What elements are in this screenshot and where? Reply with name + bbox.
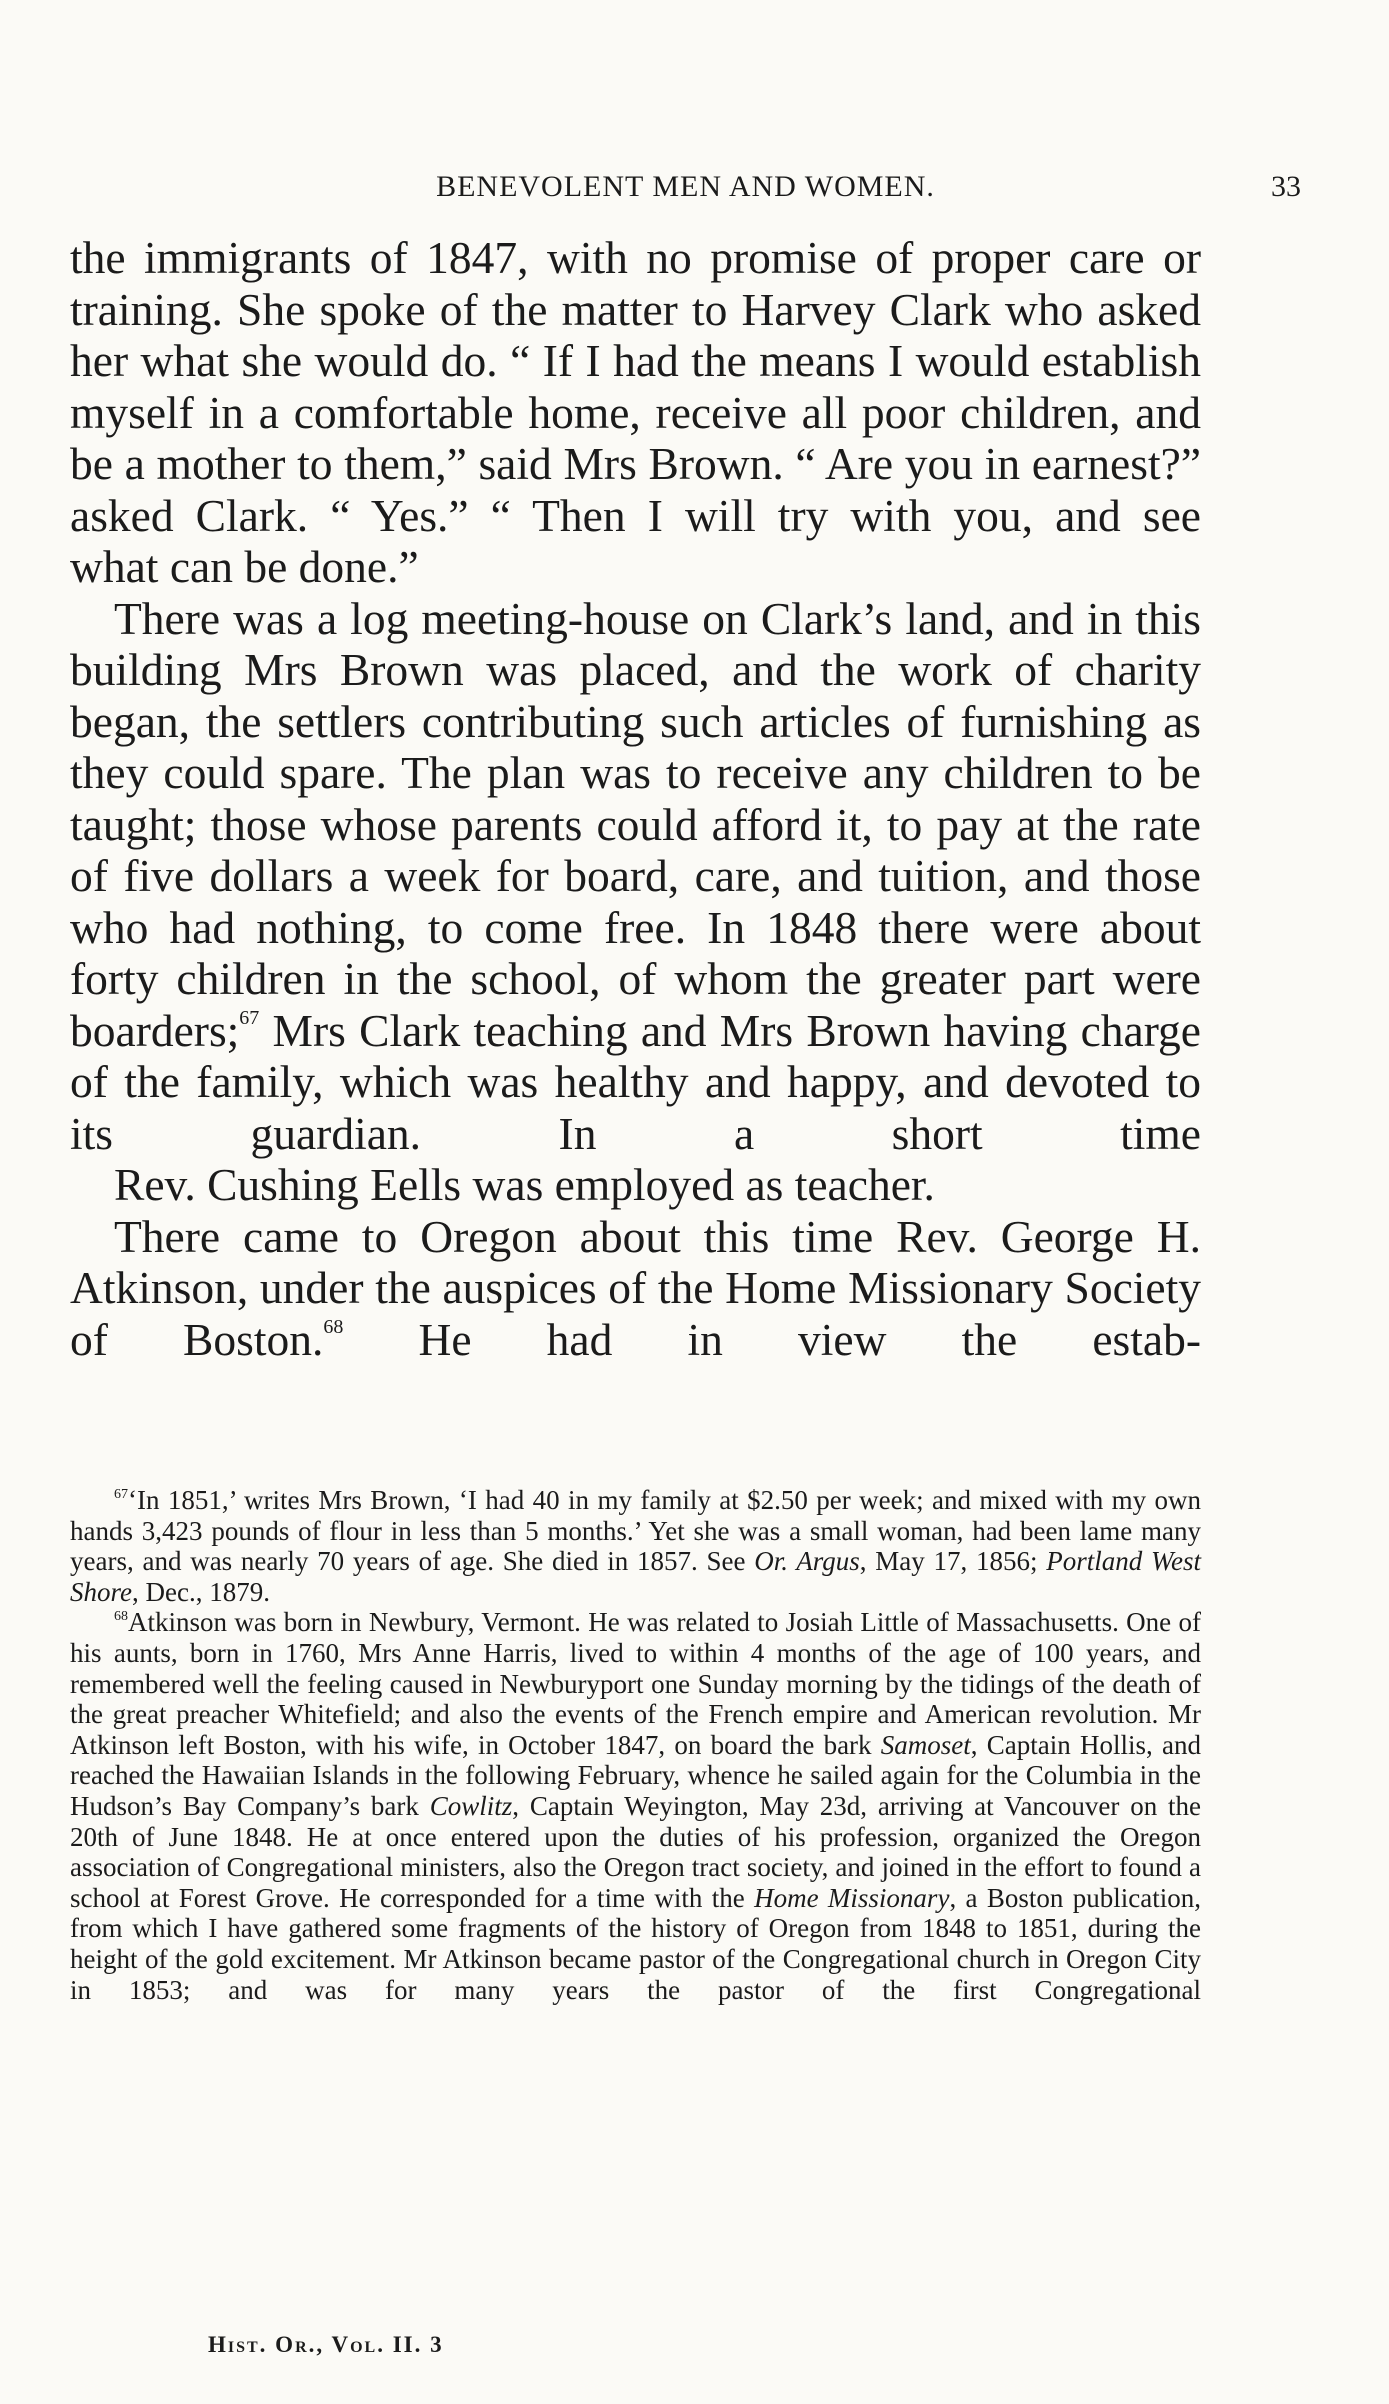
paragraph-1 bbox=[70, 232, 1201, 593]
footnote-68-text-a: Atkinson was born in Newbury, Vermont. He was related to Josiah Little of Massachusetts. One of his aunts, born in 1760, Mrs Anne Harris, lived to within 4 months of the age of 100 years, and remembered well the feeling caused in Newburyport one Sunday morning by the tidings of the death of the great preacher Whitefield; and also the events of the French empire and American revolution. Mr Atkinson left Boston, with his wife, in October 1847, on board the bark bbox=[70, 1607, 1201, 1760]
footnote-68-cowlitz: Cowlitz bbox=[429, 1790, 513, 1821]
page-number: 33 bbox=[1271, 170, 1301, 203]
paragraph-2-text-b: Mrs Clark teaching and Mrs Brown having charge of the family, which was healthy and happy, and devoted to its guardian. In a short time bbox=[70, 1004, 1201, 1159]
paragraph-2-last-line: Rev. Cushing Eells was employed as teacher. bbox=[114, 1159, 935, 1210]
paragraph-1-text: the immigrants of 1847, with no promise of proper care or training. She spoke of the matter to Harvey Clark who asked her what she would do. “ If I had the means I would establish myself in a comfortable home, receive all poor children, and be a mother to them,” said Mrs Brown. “ Are you in earnest?” asked Clark. “ Yes.” “ Then I will try with you, and see bbox=[70, 232, 1201, 541]
paragraph-2-text-a: There was a log meeting-house on Clark’s land, and in this building Mrs Brown was placed, and the work of charity began, the settlers contributing such articles of furnishing as they could spare. The plan was to receive any children to be taught; those whose parents could afford it, to pay at the rate of five dollars a week for board, care, and tuition, and those who had nothing, to come free. In 1848 there were about forty children in the school, of whom the greater part were boarders; bbox=[70, 592, 1201, 1056]
footnote-68-text-b: , Captain Hollis, and reached the Hawaiian Islands in the following February, whence he sailed again for the Columbia in the Hudson’s Bay Company’s bark bbox=[70, 1729, 1201, 1821]
paragraph-3-text-a: There came to Oregon about this time Rev. George H. Atkinson, under the auspices of the Home Missionary Society of Boston. bbox=[70, 1210, 1201, 1365]
footnote-67-portland-west-shore: Portland West Shore bbox=[70, 1546, 1202, 1607]
main-text bbox=[70, 232, 1201, 1365]
footnote-68-text-d: , a Boston publication, from which I have gathered some fragments of the history of Oregon from 1848 to 1851, during the height of the gold excitement. Mr Atkinson became pastor of the Congregational church in Oregon City in 1853; and was for many years the pastor of the first Congregational bbox=[70, 1882, 1202, 2005]
footnote-mark-68: 68 bbox=[114, 1609, 128, 1625]
footnote-67-or-argus: Or. Argus bbox=[754, 1546, 860, 1577]
footnote-ref-67: 67 bbox=[239, 1006, 260, 1029]
running-head bbox=[70, 170, 1301, 210]
footnote-67-text-b: , May 17, 1856; bbox=[859, 1546, 1047, 1577]
footnote-67 bbox=[70, 1485, 1201, 1607]
footnote-68-samoset: Samoset bbox=[880, 1729, 971, 1760]
paragraph-3-text-b: He had in view the estab- bbox=[343, 1313, 1201, 1365]
footnote-68-home-missionary: Home Missionary bbox=[754, 1882, 950, 1913]
running-title: BENEVOLENT MEN AND WOMEN. bbox=[436, 170, 935, 203]
footnote-67-text-a: ‘In 1851,’ writes Mrs Brown, ‘I had 40 in my family at $2.50 per week; and mixed with my own hands 3,423 pounds of flour in less than 5 months.’ Yet she was a small woman, had been lame many years, and was nearly 70 years of age. She died in 1857. See bbox=[70, 1485, 1201, 1577]
footnote-ref-68: 68 bbox=[323, 1315, 344, 1338]
paragraph-1-last-line: what can be done.” bbox=[70, 541, 419, 592]
footnote-67-text-c: , Dec., 1879. bbox=[132, 1576, 270, 1607]
paragraph-2 bbox=[70, 593, 1201, 1211]
footnote-68-text-c: , Captain Weyington, May 23d, arriving at Vancouver on the 20th of June 1848. He at once entered upon the duties of his profession, organized the Oregon association of Congregational ministers, also the Oregon tract society, and joined in the effort to found a school at Forest Grove. He corresponded for a time with the bbox=[70, 1790, 1201, 1913]
paragraph-3 bbox=[70, 1211, 1201, 1366]
footnote-mark-67: 67 bbox=[114, 1487, 128, 1502]
signature-mark: Hist. Or., Vol. II. 3 bbox=[208, 2332, 444, 2357]
footnotes bbox=[70, 1485, 1201, 2005]
footnote-68 bbox=[70, 1607, 1201, 2005]
